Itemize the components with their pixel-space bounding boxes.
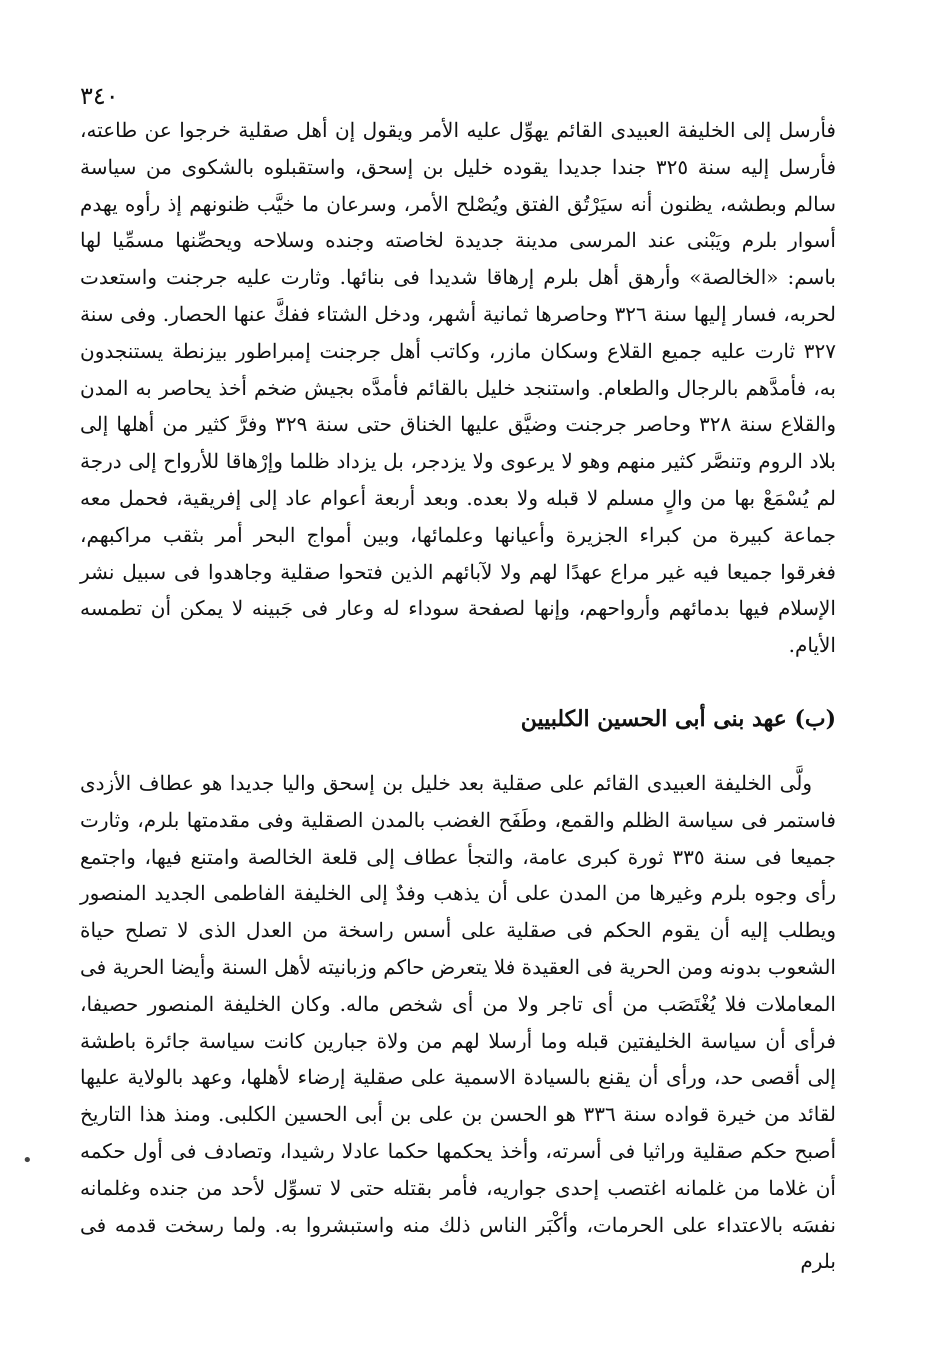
margin-dot-mark: • bbox=[22, 1150, 33, 1171]
section-heading: (ب) عهد بنى أبى الحسين الكلبيين bbox=[520, 706, 836, 732]
paragraph-2: ولَّى الخليفة العبيدى القائم على صقلية بعد خليل بن إسحق واليا جديدا هو عطاف الأزدى فاستمر فى سياسة الظلم والقمع، وطَفَح الغضب بالمدن الصقلية وفى مقدمتها بلرم، وثارت جميعا فى سنة ٣٣٥ ثورة كبرى عامة، والتجأ عطاف إلى قلعة الخالصة وامتنع فيها، واجتمع رأى وجوه بلرم وغيرها من المدن على أن يذهب وفدٌ إلى الخليفة الفاطمى الجديد المنصور ويطلب إليه أن يقوم الحكم فى صقلية على أسس راسخة من العدل الذى لا تصلح حياة الشعوب بدونه ومن الحرية فى العقيدة فلا يتعرض حاكم وزبانيته لأهل السنة وأيضا الحرية فى المعاملات فلا يُغْتَصَب من أى تاجر ولا من أى شخص ماله. وكان الخليفة المنصور حصيفا، فرأى أن سياسة الخليفتين قبله وما أرسلا لهم من ولاة جبارين كانت سياسة جائرة باطشة إلى أقصى حد، ورأى أن يقنع بالسيادة الاسمية على صقلية إرضاء لأهلها، وعهد بالولاية عليها لقائد من خيرة قواده سنة ٣٣٦ هو الحسن بن على بن أبى الحسين الكلبى. ومنذ هذا التاريخ أصبح حكم صقلية وراثيا فى أسرته، وأخذ يحكمها حكما عادلا رشيدا، وتصادف فى أول حكمه أن غلاما من غلمانه اغتصب إحدى جواريه، فأمر بقتله حتى لا تسوِّل لأحد من جنده وغلمانه نفسَه بالاعتداء على الحرمات، وأكْبَر الناس ذلك منه واستبشروا به. ولما رسخت قدمه فى بلرم bbox=[80, 771, 836, 1274]
page-number: ٣٤٠ bbox=[80, 82, 119, 110]
paragraph-1: فأرسل إلى الخليفة العبيدى القائم يهوِّل عليه الأمر ويقول إن أهل صقلية خرجوا عن طاعته، فأرسل إليه سنة ٣٢٥ جندا جديدا يقوده خليل بن إسحق، واستقبلوه بالشكوى من سياسة سالم وبطشه، يظنون أنه سيَرْتُق الفتق ويُصْلح الأمر، وسرعان ما خيَّب ظنونهم إذ رأوه يهدم أسوار بلرم ويَبْنى عند المرسى مدينة جديدة لخاصته وجنده وسلاحه ويحصِّنها مسمِّيا لها باسم: «الخالصة» وأرهق أهل بلرم إرهاقا شديدا فى بنائها. وثارت عليه جرجنت واستعدت لحربه، فسار إليها سنة ٣٢٦ وحاصرها ثمانية أشهر، ودخل الشتاء ففكَّ عنها الحصار. وفى سنة ٣٢٧ ثارت عليه جميع القلاع وسكان مازر، وكاتب أهل جرجنت إمبراطور بيزنطة يستنجدون به، فأمدَّهم بالرجال والطعام. واستنجد خليل بالقائم فأمدَّه بجيش ضخم أخذ يحاصر به المدن والقلاع سنة ٣٢٨ وحاصر جرجنت وضيَّق عليها الخناق حتى سنة ٣٢٩ وفرَّ كثير من أهلها إلى بلاد الروم وتنصَّر كثير منهم وهو لا يرعوى ولا يزدجر، بل يزداد ظلما وإرْهاقا للأرواح إلى درجة لم يُسْمَعْ بها من والٍ مسلم لا قبله ولا بعده. وبعد أربعة أعوام عاد إلى إفريقية، فحمل معه جماعة كبيرة من كبراء الجزيرة وأعيانها وعلمائها، وبين أمواج البحر أمر بثقب مراكبهم، فغرقوا جميعا فيه غير مراع عهدًا لهم ولا لآبائهم الذين فتحوا صقلية وجاهدوا فى سبيل نشر الإسلام فيها بدمائهم وأرواحهم، وإنها لصفحة سوداء له وعار فى جَبينه لا يمكن أن تطمسه الأيام. bbox=[80, 118, 837, 658]
